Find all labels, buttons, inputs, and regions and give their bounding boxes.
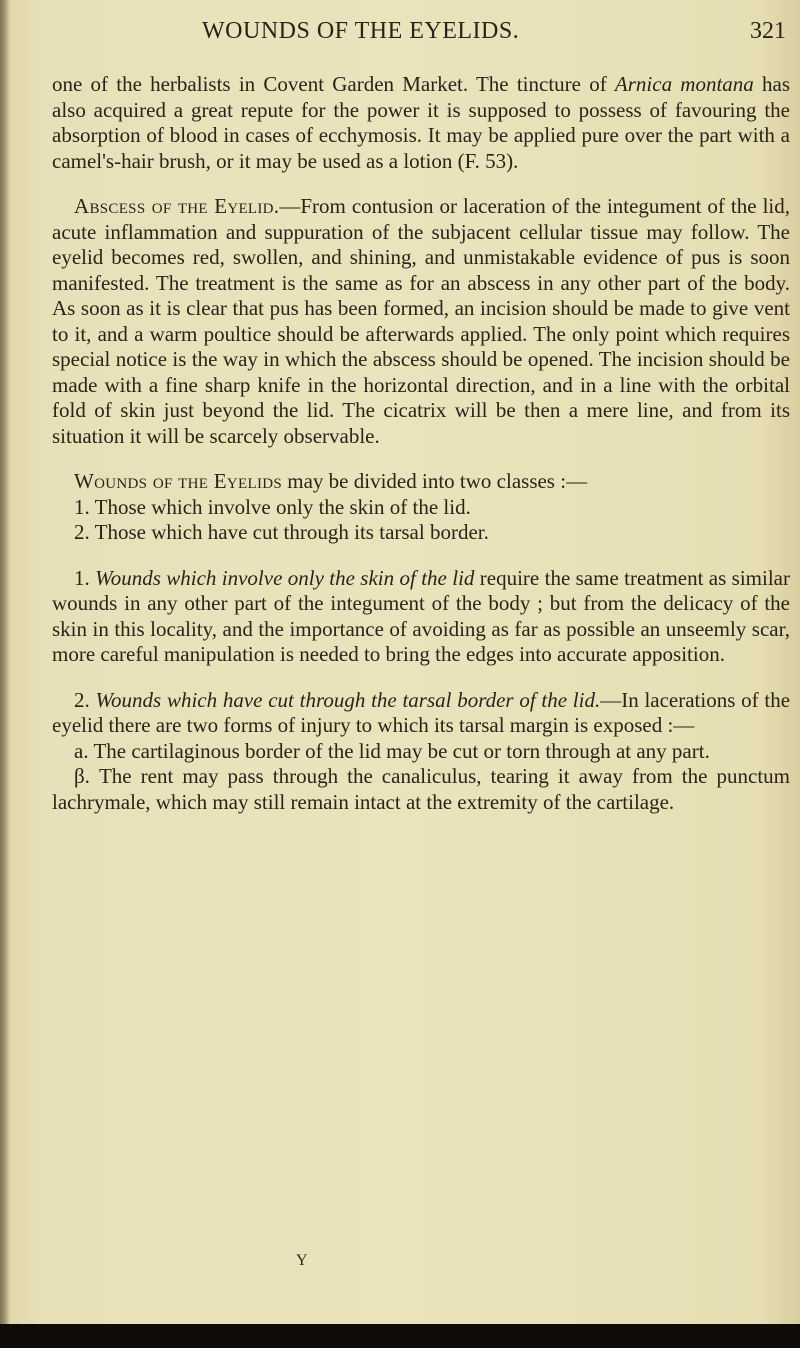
paragraph-wounds-intro xyxy=(52,469,790,495)
wounds-heading: Wounds of the Eyelids xyxy=(74,469,283,493)
skin-wounds-heading: Wounds which involve only the skin of the lid xyxy=(95,565,475,590)
tarsal-item-beta: β. The rent may pass through the canaliculus, tearing it away from the punctum lachrymale, which may still remain intact at the extremity of the cartilage. xyxy=(52,764,790,814)
page-number: 321 xyxy=(750,18,786,44)
paragraph-skin-wounds xyxy=(52,566,790,668)
tarsal-wounds-text: —In lacerations of the eyelid there are two forms of injury to which its tarsal margin is exposed :— xyxy=(52,687,791,737)
paragraph-gap xyxy=(52,668,790,688)
paragraph-arnica-text-a: one of the herbalists in Covent Garden Market. The tincture of xyxy=(52,72,615,96)
page-header xyxy=(52,18,786,50)
arnica-montana-term: Arnica montana xyxy=(614,72,754,96)
paragraph-abscess xyxy=(52,194,790,449)
paragraph-tarsal-wounds xyxy=(52,688,790,739)
skin-wounds-number: 1. xyxy=(74,565,96,590)
wounds-class-2: 2. Those which have cut through its tarsal border. xyxy=(74,520,489,544)
paragraph-gap xyxy=(52,449,790,469)
signature-mark: Y xyxy=(296,1252,308,1269)
tarsal-wounds-heading: Wounds which have cut through the tarsal border of the lid. xyxy=(95,687,601,712)
scan-bottom-edge xyxy=(0,1324,800,1348)
paragraph-arnica-text-b: has also acquired a great repute for the power it is supposed to possess of favouring the absorption of blood in cases of ecchymosis. It may be applied pure over the part with a camel's-hair brush, or it may be used as a lotion (F. 53). xyxy=(52,72,791,173)
wounds-intro-text: may be divided into two classes :— xyxy=(282,469,588,493)
paragraph-gap xyxy=(52,546,790,566)
abscess-heading: Abscess of the Eyelid. xyxy=(74,194,280,218)
wounds-class-1: 1. Those which involve only the skin of the lid. xyxy=(74,494,471,519)
tarsal-wounds-number: 2. xyxy=(74,687,96,712)
body-text xyxy=(52,72,790,815)
running-title: WOUNDS OF THE EYELIDS. xyxy=(202,18,520,44)
paragraph-gap xyxy=(52,174,790,194)
abscess-text: —From contusion or laceration of the integument of the lid, acute inflammation and suppuration of the subjacent cellular tissue may follow. The eyelid becomes red, swollen, and shining, and unmistakable evidence of pus is soon manifested. The treatment is the same as for an abscess in any other part of the body. As soon as it is clear that pus has been formed, an incision should be made to give vent to it, and a warm poultice should be afterwards applied. The only point which requires special notice is the way in which the abscess should be opened. The incision should be made with a fine sharp knife in the horizontal direction, and in a line with the orbital fold of skin just beyond the lid. The cicatrix will be then a mere line, and from its situation it will be scarcely observable. xyxy=(52,194,790,448)
paragraph-arnica xyxy=(52,72,790,174)
skin-wounds-text: require the same treatment as similar wounds in any other part of the integument of the body ; but from the delicacy of the skin in this locality, and the importance of avoiding as far as possible an unseemly scar, more careful manipulation is needed to bring the edges into accurate apposition. xyxy=(52,565,790,666)
tarsal-item-a: a. The cartilaginous border of the lid may be cut or torn through at any part. xyxy=(74,738,710,763)
binding-edge-shadow xyxy=(0,0,10,1348)
